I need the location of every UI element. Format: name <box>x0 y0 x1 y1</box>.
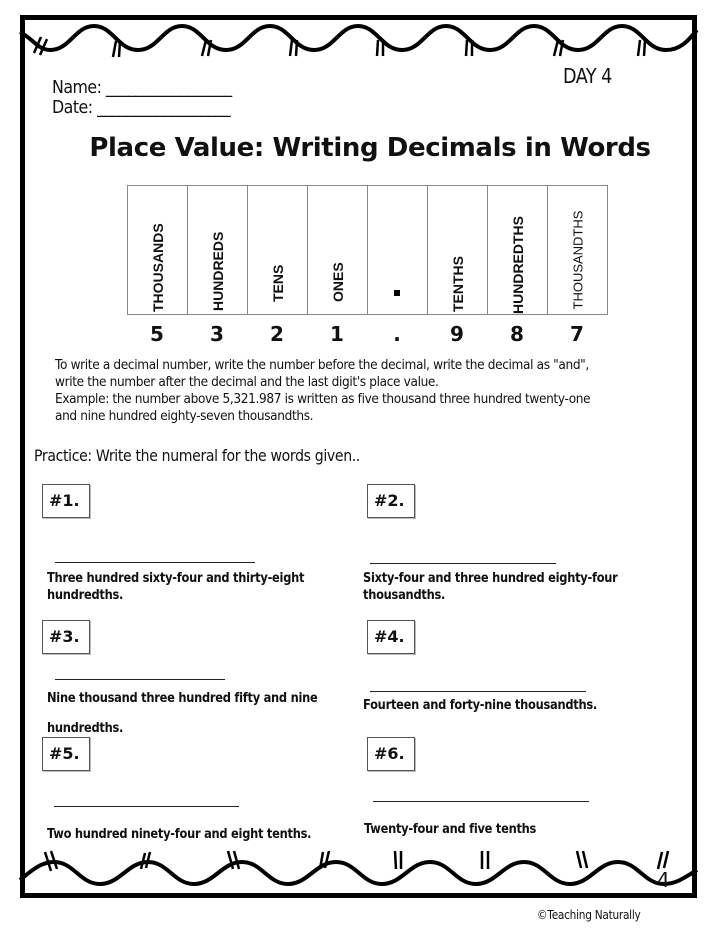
question-1-number-box: #1. <box>42 484 90 518</box>
question-text-line: Three hundred sixty-four and thirty-eight <box>47 571 305 586</box>
question-1-answer-line[interactable] <box>55 562 255 563</box>
digit: 8 <box>510 322 524 346</box>
question-text-line: Twenty-four and five tenths <box>364 822 537 837</box>
question-1-text <box>47 570 304 604</box>
name-field[interactable]: Name: _________________ <box>52 77 232 98</box>
pv-column-decimal-point <box>368 186 428 314</box>
question-6-text <box>364 821 536 838</box>
place-value-chart <box>127 185 608 315</box>
pv-column-thousandths <box>548 186 607 314</box>
pv-column-tens <box>248 186 308 314</box>
page-title: Place Value: Writing Decimals in Words <box>89 133 651 163</box>
example-line: Example: the number above 5,321.987 is written as five thousand three hundred twenty-one <box>55 391 591 407</box>
top-wave-border-icon <box>20 20 697 70</box>
question-6-number-box: #6. <box>367 737 415 771</box>
pv-column-hundredths <box>488 186 548 314</box>
question-text-line: Nine thousand three hundred fifty and nine <box>47 691 318 706</box>
question-4-number-box: #4. <box>367 620 415 654</box>
question-4-text <box>363 697 597 714</box>
example-line: and nine hundred eighty-seven thousandths. <box>55 408 314 424</box>
pv-column-hundreds <box>188 186 248 314</box>
question-3-number-box: #3. <box>42 620 90 654</box>
pv-label: ONES <box>329 262 346 302</box>
question-4-answer-line[interactable] <box>370 691 586 692</box>
digit: 7 <box>570 322 584 346</box>
question-6-answer-line[interactable] <box>373 801 589 802</box>
question-2-number-box: #2. <box>367 484 415 518</box>
instruction-line: write the number after the decimal and the last digit's place value. <box>55 374 439 390</box>
question-text-line: Fourteen and forty-nine thousandths. <box>363 698 597 713</box>
instructions <box>55 357 613 425</box>
question-text-line: hundredths. <box>47 721 124 736</box>
question-5-number-box: #5. <box>42 737 90 771</box>
question-3-answer-line[interactable] <box>55 679 225 680</box>
day-label: DAY 4 <box>563 64 612 88</box>
digit: 2 <box>270 322 284 346</box>
question-text-line: hundredths. <box>47 588 124 603</box>
question-text-line: Sixty-four and three hundred eighty-four <box>363 571 618 586</box>
bottom-wave-border-icon <box>20 848 697 898</box>
question-3-text <box>47 684 318 744</box>
digit: 5 <box>150 322 164 346</box>
pv-label: TENTHS <box>449 256 466 312</box>
instruction-line: To write a decimal number, write the number before the decimal, write the decimal as "and", <box>55 357 589 373</box>
pv-column-tenths <box>428 186 488 314</box>
digit: . <box>393 322 401 346</box>
pv-label: THOUSANDS <box>149 223 166 312</box>
place-value-digits <box>127 322 607 346</box>
question-2-text <box>363 570 618 604</box>
decimal-point-icon <box>394 290 400 296</box>
question-2-answer-line[interactable] <box>370 563 556 564</box>
question-5-text <box>47 826 311 843</box>
pv-column-thousands <box>128 186 188 314</box>
digit: 3 <box>210 322 224 346</box>
pv-label: TENS <box>269 264 286 302</box>
date-field[interactable]: Date: __________________ <box>52 97 231 118</box>
pv-column-ones <box>308 186 368 314</box>
question-5-answer-line[interactable] <box>54 806 239 807</box>
question-text-line: thousandths. <box>363 588 446 603</box>
question-text-line: Two hundred ninety-four and eight tenths. <box>47 827 312 842</box>
copyright: ©Teaching Naturally <box>537 908 641 922</box>
page-number: 4 <box>657 868 670 892</box>
practice-prompt: Practice: Write the numeral for the words given.. <box>34 446 361 465</box>
digit: 9 <box>450 322 464 346</box>
pv-label: HUNDREDS <box>209 231 226 311</box>
digit: 1 <box>330 322 344 346</box>
pv-label: HUNDREDTHS <box>509 216 526 314</box>
pv-label: THOUSANDTHS <box>570 210 585 310</box>
